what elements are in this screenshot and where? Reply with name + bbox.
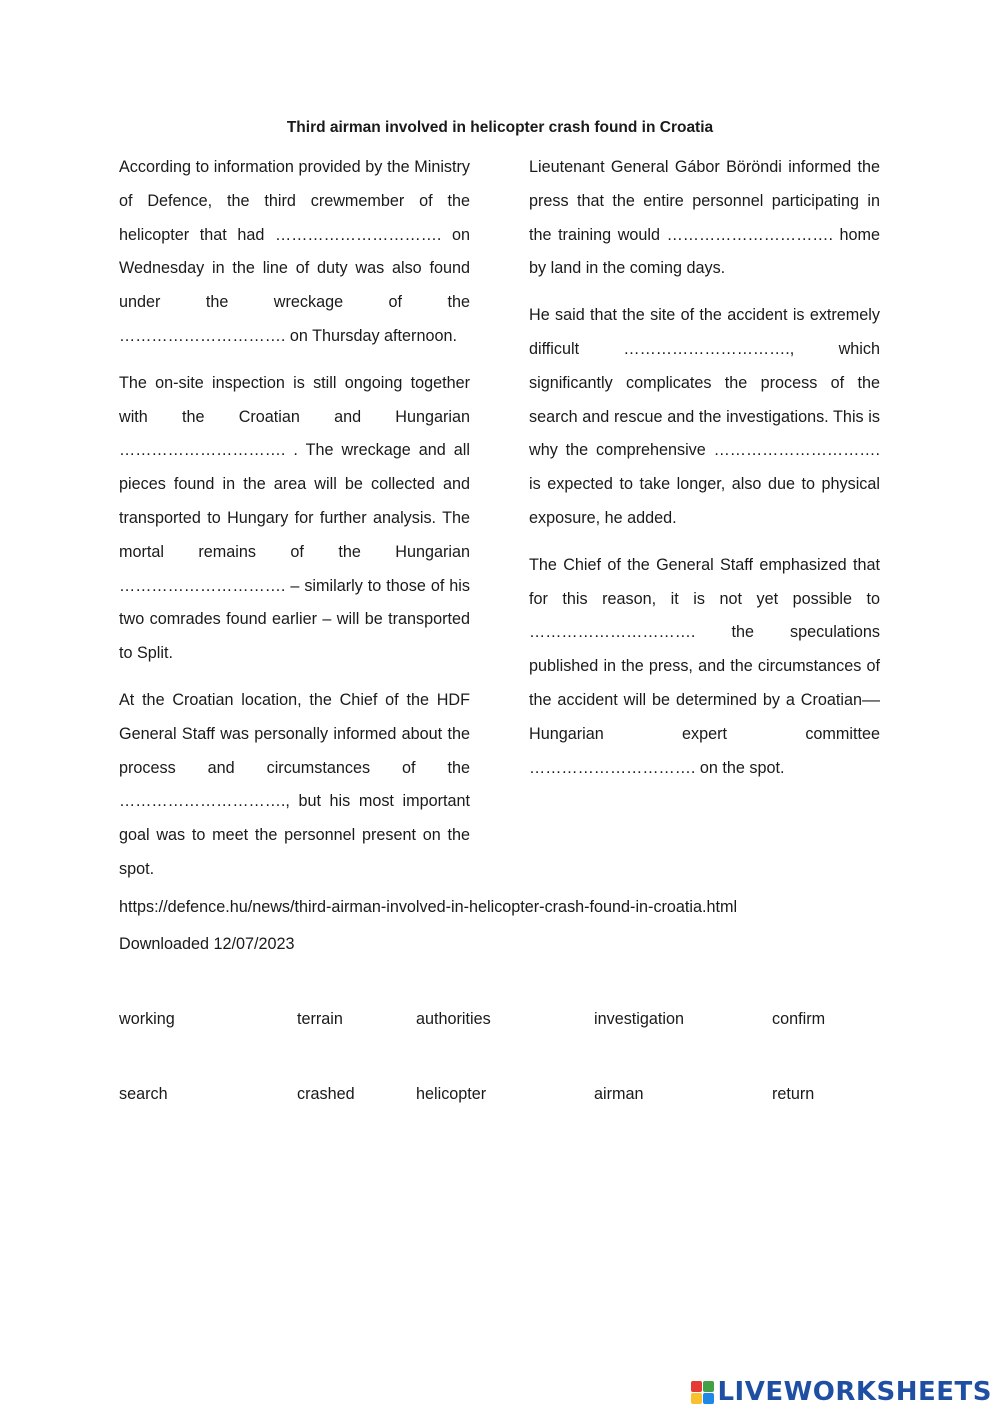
left-paragraph-3: At the Croatian location, the Chief of the HDF General Staff was personally informed about the process and circumstances of the …………………………., but his most important goal was to meet the personnel present on the spot. [119, 690, 470, 878]
word-bank-item: terrain [297, 1010, 343, 1028]
word-bank-item: search [119, 1085, 168, 1103]
left-paragraph-1: According to information provided by the Ministry of Defence, the third crewmember of the helicopter that had …………………………. on Wednesday in the line of duty was also found under the wreckage of the …………………………. on Thursday afternoon. [119, 158, 470, 345]
left-paragraph-2: The on-site inspection is still ongoing together with the Croatian and Hungarian …………………………. . The wreckage and all pieces found in the area will be collected and transported to Hungary for further analysis. The mortal remains of the Hungarian …………………………. – similarly to those of his two comrades found earlier – will be transported to Split. [119, 373, 470, 663]
liveworksheets-logo[interactable] [691, 1377, 992, 1407]
word-bank-item: helicopter [416, 1085, 487, 1103]
word-bank-item: investigation [594, 1010, 684, 1028]
logo-square [703, 1381, 714, 1392]
right-paragraph-1: Lieutenant General Gábor Böröndi informed the press that the entire personnel participating in the training would …………………………. home by land in the coming days. [529, 158, 880, 278]
right-paragraph-2: He said that the site of the accident is extremely difficult …………………………., which significantly complicates the process of the search and rescue and the investigations. This is why the comprehensive …………………………. is expected to take longer, also due to physical exposure, he added. [529, 306, 880, 527]
word-bank-item: return [772, 1085, 815, 1103]
logo-square [703, 1393, 714, 1404]
word-bank-item: confirm [772, 1010, 826, 1028]
word-bank-item: authorities [416, 1010, 491, 1028]
word-bank-item: crashed [297, 1085, 355, 1103]
left-column [119, 151, 470, 900]
download-date: Downloaded 12/07/2023 [119, 935, 295, 953]
word-bank-row-2 [119, 1085, 919, 1160]
liveworksheets-logo-icon [691, 1381, 714, 1404]
word-bank-item: airman [594, 1085, 644, 1103]
worksheet-title: Third airman involved in helicopter crash found in Croatia [286, 119, 714, 136]
source-url: https://defence.hu/news/third-airman-involved-in-helicopter-crash-found-in-croatia.html [119, 898, 738, 916]
word-bank-item: working [119, 1010, 175, 1028]
word-bank [119, 1010, 919, 1160]
logo-square [691, 1381, 702, 1392]
logo-square [691, 1393, 702, 1404]
right-paragraph-3: The Chief of the General Staff emphasized that for this reason, it is not yet possible to …………………………. the speculations published in the press, and the circumstances of the accident will be determined by a Croatian––Hungarian expert committee …………………………. on the spot. [529, 555, 880, 777]
word-bank-row-1 [119, 1010, 919, 1085]
logo-text: LIVEWORKSHEETS [717, 1377, 992, 1407]
right-column [529, 151, 880, 798]
